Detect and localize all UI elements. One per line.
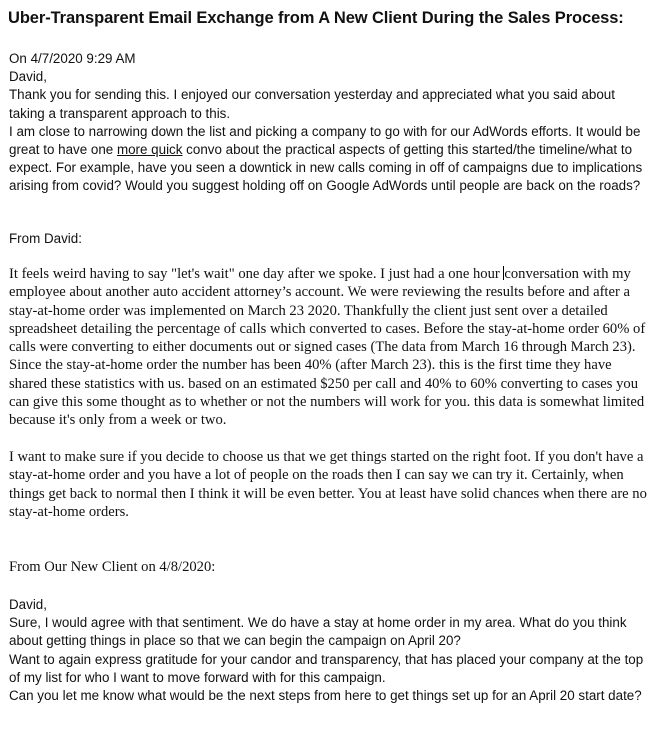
from-client-label: From Our New Client on 4/8/2020: [9,559,216,575]
reply-paragraph: I want to make sure if you decide to choose us that we get things started on the right foot. If you don't have a stay-at-home order and you have a lot of people on the roads then I can say we can try it. Certainly, when things get back to normal then I think it will be even better. You at least have solid chances when there are no stay-at-home orders. [9,448,647,520]
email-paragraph: Sure, I would agree with that sentiment. We do have a stay at home order in my area. What do you think about getting things in place so that we can begin the campaign on April 20? [9,615,627,649]
document-title: Uber-Transparent Email Exchange from A New Client During the Sales Process: [8,9,624,27]
text-run: I am close to narrowing down the list and picking a company to go with for our AdWords efforts. It would be great to have one [9,123,641,158]
email-paragraph: Can you let me know what would be the next steps from here to get things set up for an April 20 start date? [9,688,642,704]
text-run: conversation with my employee about another auto accident attorney’s account. We were reviewing the results before and after a stay-at-home order was implemented on March 23 2020. Thankfully the client just sent over a detailed spreadsheet detailing the percentage of calls which converted to cases. Before the stay-at-home order 60% of calls were converting to either documents out or signed cases (The data from March 16 through March 23). Since the stay-at-home order the number has been 40% (after March 23). this is the first time they have shared these statistics with us. based on an estimated $250 per call and 40% to 60% converting to cases you can give this some thought as to whether or not the numbers will work for you. this data is somewhat limited because it's only from a week or two. [9,266,646,429]
client-email-1 [9,50,649,196]
email-paragraph: Thank you for sending this. I enjoyed our conversation yesterday and appreciated what you said about taking a transparent approach to this. [9,87,615,121]
email-paragraph [9,123,649,196]
from-david-label: From David: [9,231,82,246]
underlined-text: more quick [116,142,183,158]
reply-paragraph [9,265,649,430]
text-run: It feels weird having to say "let's wait" one day after we spoke. I just had a one hour [9,266,504,282]
client-email-2 [9,596,649,705]
email-greeting: David, [9,597,47,612]
text-run: convo about the practical aspects of getting this started/the timeline/what to expect. For example, have you seen a downtick in new calls coming in off of campaigns due to implications arising from covid? Would you suggest holding off on Google AdWords until people are back on the roads? [9,142,643,194]
david-reply [9,265,649,521]
email-paragraph: Want to again express gratitude for your candor and transparency, that has placed your company at the top of my list for who I want to move forward with for this campaign. [9,651,644,685]
email-greeting: David, [9,69,47,85]
email-date: On 4/7/2020 9:29 AM [9,51,136,66]
